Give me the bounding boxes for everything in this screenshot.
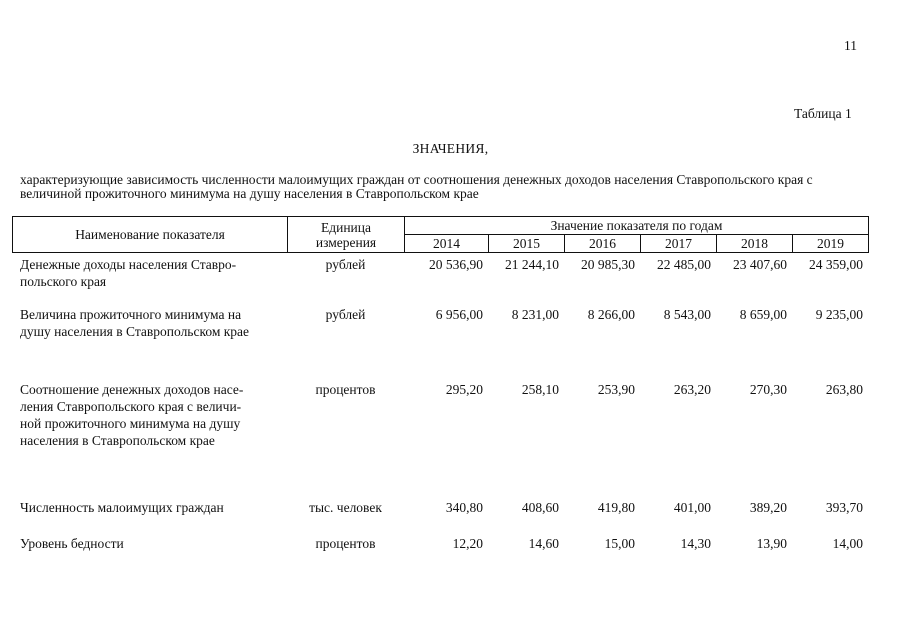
table-row [12, 499, 868, 535]
row-value: 340,80 [445, 500, 483, 515]
row-unit: тыс. человек [309, 500, 382, 515]
row-name-line: Величина прожиточного минимума на [20, 307, 242, 322]
row-unit: процентов [315, 382, 376, 397]
header-unit-line1: Единица [320, 219, 371, 235]
page-number: 11 [844, 38, 857, 53]
row-name [12, 306, 287, 381]
row-value: 258,10 [521, 382, 559, 397]
row-name-line: польского края [20, 274, 107, 289]
header-year: 2017 [641, 235, 717, 253]
table-label: Таблица 1 [794, 106, 852, 121]
row-name-line: ления Ставропольского края с величи- [20, 399, 242, 414]
row-value: 253,90 [597, 382, 635, 397]
row-value: 8 659,00 [739, 307, 787, 322]
header-year: 2015 [489, 235, 565, 253]
table-row [12, 306, 868, 381]
row-value: 270,30 [749, 382, 787, 397]
header-year: 2018 [717, 235, 793, 253]
row-value: 401,00 [673, 500, 711, 515]
document-subtitle: характеризующие зависимость численности малоимущих граждан от соотношения денежных доходов населения Ставропольского края с величиной прожиточного минимума на душу населения в Ставропольском крае [20, 172, 813, 201]
row-value: 393,70 [825, 500, 863, 515]
row-value: 14,30 [680, 536, 711, 551]
header-year: 2014 [405, 235, 489, 253]
row-value: 20 536,90 [429, 257, 483, 272]
table-row [12, 256, 868, 306]
row-unit: рублей [325, 307, 366, 322]
row-value: 14,60 [528, 536, 559, 551]
row-name-line: населения в Ставропольском крае [20, 433, 215, 448]
row-name-line: Денежные доходы населения Ставро- [20, 257, 237, 272]
row-value: 15,00 [604, 536, 635, 551]
row-name-line: ной прожиточного минимума на душу [20, 416, 241, 431]
row-value: 9 235,00 [815, 307, 863, 322]
row-name-line: душу населения в Ставропольском крае [20, 324, 250, 339]
row-value: 263,20 [673, 382, 711, 397]
table-header [12, 216, 869, 253]
row-unit: процентов [315, 536, 376, 551]
row-value: 23 407,60 [733, 257, 787, 272]
header-year: 2019 [793, 235, 869, 253]
header-unit [288, 217, 405, 253]
header-year: 2016 [565, 235, 641, 253]
row-value: 8 266,00 [587, 307, 635, 322]
row-unit: рублей [325, 257, 366, 272]
row-name-line: Уровень бедности [20, 536, 124, 551]
row-value: 419,80 [597, 500, 635, 515]
row-value: 20 985,30 [581, 257, 635, 272]
row-value: 6 956,00 [435, 307, 483, 322]
document-title: ЗНАЧЕНИЯ, [412, 141, 489, 156]
table-body [12, 256, 868, 571]
row-value: 14,00 [832, 536, 863, 551]
row-value: 8 231,00 [511, 307, 559, 322]
row-name [12, 499, 287, 535]
row-value: 408,60 [521, 500, 559, 515]
row-value: 8 543,00 [663, 307, 711, 322]
row-value: 263,80 [825, 382, 863, 397]
row-name-line: Соотношение денежных доходов насе- [20, 382, 244, 397]
table-row [12, 381, 868, 499]
row-value: 13,90 [756, 536, 787, 551]
header-values-by-year: Значение показателя по годам [405, 217, 869, 235]
row-value: 22 485,00 [657, 257, 711, 272]
row-name [12, 256, 287, 306]
row-name [12, 535, 287, 571]
row-value: 24 359,00 [809, 257, 863, 272]
row-value: 295,20 [445, 382, 483, 397]
header-name: Наименование показателя [13, 217, 288, 253]
table-row [12, 535, 868, 571]
row-value: 389,20 [749, 500, 787, 515]
row-name [12, 381, 287, 499]
row-name-line: Численность малоимущих граждан [20, 500, 224, 515]
row-value: 21 244,10 [505, 257, 559, 272]
row-value: 12,20 [452, 536, 483, 551]
header-unit-line2: измерения [315, 234, 377, 250]
